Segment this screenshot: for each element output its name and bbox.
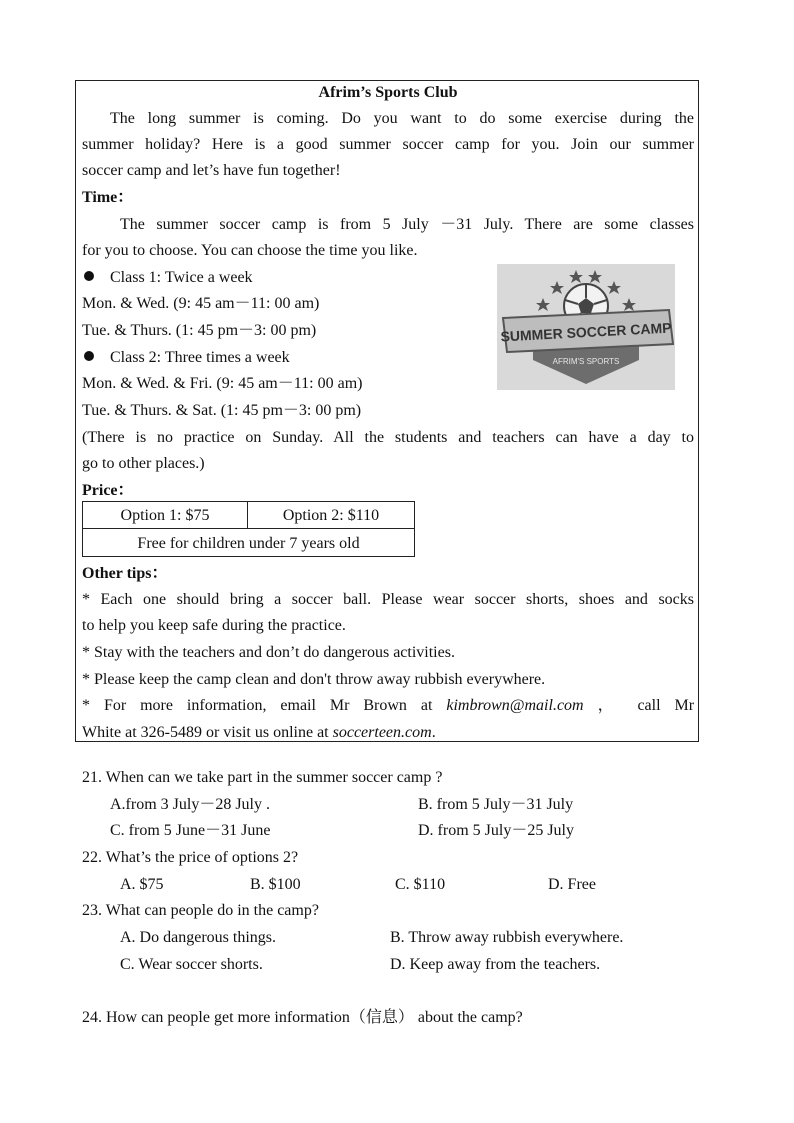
contact-mid: ， call Mr [597, 697, 695, 714]
time-heading: Time： [82, 189, 134, 206]
soccer-camp-logo [497, 264, 675, 390]
tip-line-4: * Please keep the camp clean and don't throw away rubbish everywhere. [82, 671, 546, 688]
q21-option-d: D. from 5 July－25 July [418, 822, 575, 839]
class2-time-2: Tue. & Thurs. & Sat. (1: 45 pm－3: 00 pm) [82, 402, 362, 419]
intro-line-3: soccer camp and let’s have fun together! [82, 162, 341, 179]
intro-line-2: summer holiday? Here is a good summer soccer camp for you. Join our summer [82, 136, 694, 153]
tip-line-1: * Each one should bring a soccer ball. Please wear soccer shorts, shoes and socks [82, 591, 694, 608]
class1-item [84, 268, 253, 288]
contact-line-1 [82, 696, 694, 716]
q22-option-c: C. $110 [395, 876, 446, 893]
q22-option-b: B. $100 [250, 876, 301, 893]
soccer-camp-logo-graphic [497, 264, 675, 390]
bullet-icon [84, 271, 94, 281]
class1-label: Class 1: Twice a week [110, 269, 253, 286]
time-line-2: for you to choose. You can choose the time you like. [82, 242, 418, 259]
bullet-icon [84, 351, 94, 361]
contact-site: soccerteen.com [332, 724, 432, 741]
logo-sub-text: AFRIM'S SPORTS [552, 357, 620, 366]
logo-banner-text: SUMMER SOCCER CAMP [500, 319, 672, 345]
q22-option-a: A. $75 [120, 876, 164, 893]
intro-line-1: The long summer is coming. Do you want to do some exercise during the [110, 110, 694, 127]
note-line-1: (There is no practice on Sunday. All the students and teachers can have a day to [82, 429, 694, 446]
contact-prefix: * For more information, email Mr Brown at [82, 697, 433, 714]
price-heading: Price： [82, 482, 134, 499]
tips-heading: Other tips： [82, 565, 168, 582]
price-row-options [83, 502, 414, 529]
q21-option-a: A.from 3 July－28 July . [110, 796, 271, 813]
q21-option-c: C. from 5 June－31 June [110, 822, 271, 839]
class1-time-2: Tue. & Thurs. (1: 45 pm－3: 00 pm) [82, 322, 317, 339]
q23-option-c: C. Wear soccer shorts. [120, 956, 263, 973]
class2-time-1: Mon. & Wed. & Fri. (9: 45 am－11: 00 am) [82, 375, 363, 392]
price-option-2: Option 2: $110 [282, 507, 380, 524]
question-24: 24. How can people get more information（信息） about the camp? [82, 1009, 523, 1026]
contact-end: . [431, 724, 436, 741]
tip-line-3: * Stay with the teachers and don’t do dangerous activities. [82, 644, 455, 661]
contact-email: kimbrown@mail.com [446, 697, 584, 714]
contact-line-2 [82, 723, 436, 743]
q23-option-b: B. Throw away rubbish everywhere. [390, 929, 624, 946]
question-21: 21. When can we take part in the summer soccer camp ? [82, 769, 443, 786]
price-free-note: Free for children under 7 years old [137, 535, 360, 552]
class2-label: Class 2: Three times a week [110, 349, 290, 366]
q22-option-d: D. Free [548, 876, 596, 893]
tip-line-2: to help you keep safe during the practice. [82, 617, 346, 634]
passage-box [75, 80, 699, 742]
class1-time-1: Mon. & Wed. (9: 45 am－11: 00 am) [82, 295, 320, 312]
q23-option-a: A. Do dangerous things. [120, 929, 276, 946]
question-23: 23. What can people do in the camp? [82, 902, 319, 919]
question-22: 22. What’s the price of options 2? [82, 849, 299, 866]
price-table [82, 501, 415, 557]
q23-option-d: D. Keep away from the teachers. [390, 956, 601, 973]
time-line-1: The summer soccer camp is from 5 July －31 July. There are some classes [120, 216, 694, 233]
q21-option-b: B. from 5 July－31 July [418, 796, 574, 813]
price-option-1: Option 1: $75 [83, 502, 248, 528]
contact-line2-prefix: White at 326-5489 or visit us online at [82, 724, 329, 741]
note-line-2: go to other places.) [82, 455, 205, 472]
passage-title: Afrim’s Sports Club [318, 84, 458, 101]
class2-item [84, 348, 290, 368]
